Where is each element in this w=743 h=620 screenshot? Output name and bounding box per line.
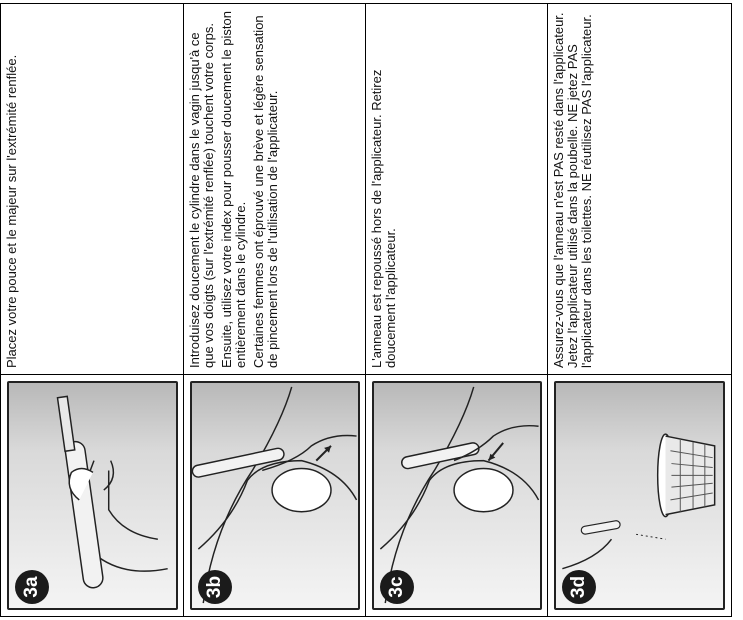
step-illustration-3a	[1, 374, 184, 617]
step-illustration-3d	[548, 374, 731, 617]
step-row-3b	[183, 3, 366, 617]
step-badge: 3a	[15, 570, 49, 604]
illustration-frame	[372, 381, 542, 610]
step-badge: 3c	[380, 570, 414, 604]
step-paragraph: Ensuite, utilisez votre index pour pousser doucement le piston entièrement dans le cylindre.	[219, 11, 248, 368]
step-text-3a	[1, 3, 184, 374]
step-paragraph: Assurez-vous que l'anneau n'est PAS resté dans l'applicateur. Jetez l'applicateur utilisé dans la poubelle. NE jetez PAS l'applicateur dans les toilettes. NE réutilisez PAS l'applicateur.	[551, 12, 594, 368]
illustration-frame	[7, 381, 178, 610]
step-text-3c	[366, 3, 548, 374]
step-row-3d	[547, 3, 732, 617]
step-badge: 3d	[562, 570, 596, 604]
step-paragraph: Placez votre pouce et le majeur sur l'extrémité renflée.	[4, 54, 19, 368]
step-paragraph: Certaines femmes ont éprouvé une brève et légère sensation de pincement lors de l'utilisation de l'applicateur.	[251, 15, 280, 368]
illustration-frame	[190, 381, 360, 610]
illustration-frame	[554, 381, 725, 610]
step-row-3c	[365, 3, 548, 617]
step-badge: 3b	[198, 570, 232, 604]
step-illustration-3c	[366, 374, 548, 617]
step-paragraph: L'anneau est repoussé hors de l'applicateur. Retirez doucement l'applicateur.	[369, 69, 398, 368]
step-paragraph: Introduisez doucement le cylindre dans le vagin jusqu'à ce que vos doigts (sur l'extrémité renflée) touchent votre corps.	[187, 23, 216, 368]
step-text-3b	[184, 3, 366, 374]
step-text-3d	[548, 3, 731, 374]
step-row-3a	[0, 3, 184, 617]
trash-bin-icon	[658, 434, 715, 517]
step-illustration-3b	[184, 374, 366, 617]
